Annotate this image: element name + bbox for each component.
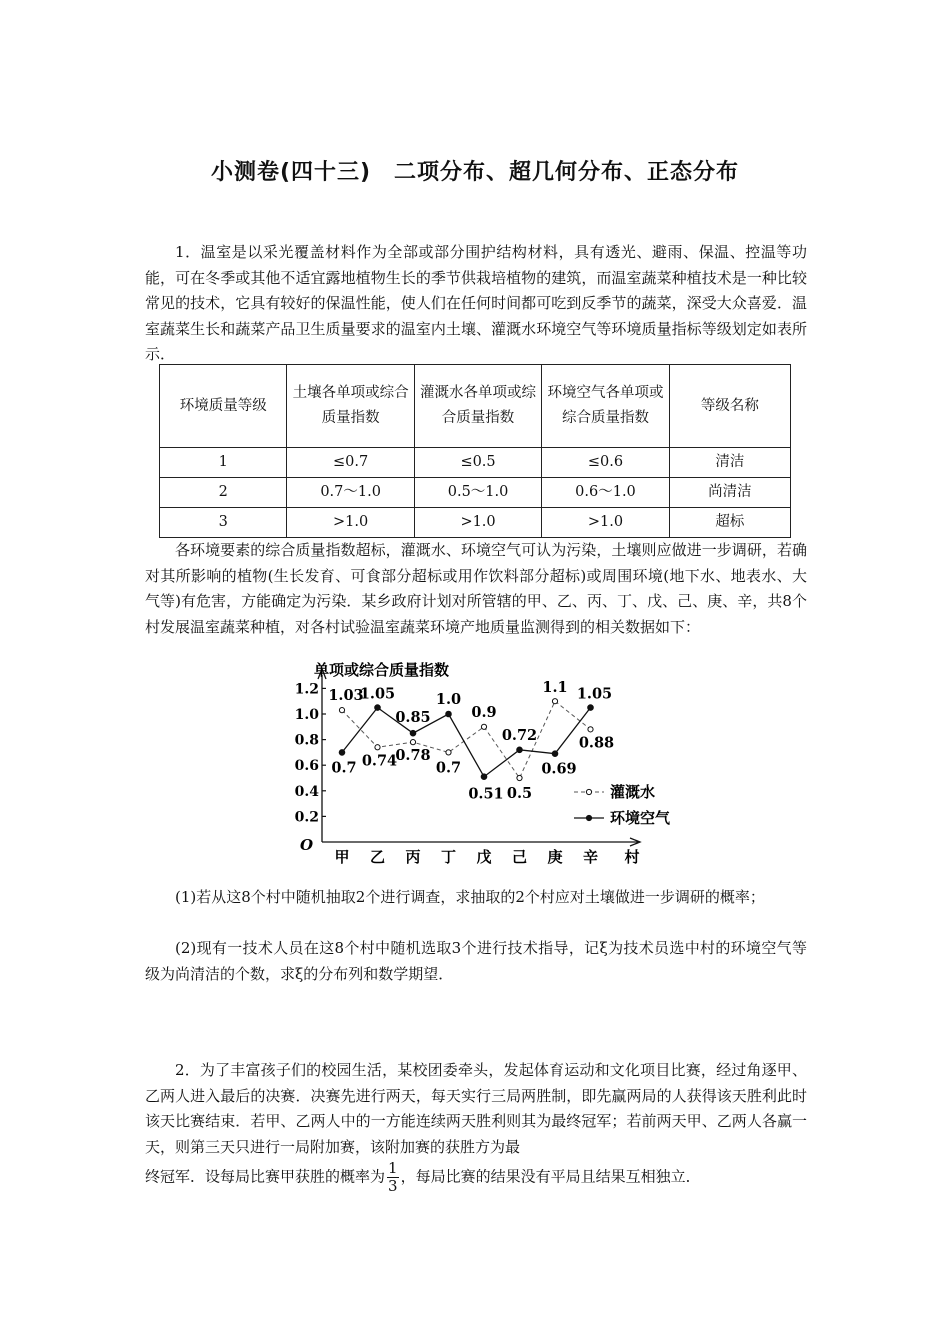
irrigation-water-value-label: 1.03 xyxy=(328,687,364,705)
ambient-air-value-label: 0.51 xyxy=(468,785,504,803)
y-tick-label: 0.8 xyxy=(294,732,319,749)
ambient-air-value-label: 0.7 xyxy=(331,759,357,777)
x-tick-label: 甲 xyxy=(334,848,350,866)
legend-label: 灌溉水 xyxy=(610,783,656,801)
ambient-air-point xyxy=(552,751,558,757)
irrigation-water-value-label: 0.7 xyxy=(435,759,462,777)
table-cell: 0.7～1.0 xyxy=(287,478,414,508)
ambient-air-point xyxy=(410,730,416,736)
table-header-cell: 等级名称 xyxy=(669,365,790,448)
table-cell: 清洁 xyxy=(669,448,790,478)
x-axis-label: 村 xyxy=(624,848,640,866)
ambient-air-point xyxy=(339,750,345,756)
fraction-numerator: 1 xyxy=(388,1159,398,1177)
irrigation-water-point xyxy=(517,775,522,780)
ambient-air-point xyxy=(517,747,523,753)
question-1-body: 各环境要素的综合质量指数超标，灌溉水、环境空气可认为污染，土壤则应做进一步调研，若确对其所影响的植物(生长发育、可食部分超标或用作饮料部分超标)或周围环境(地下水、地表水、大气等)有危害，方能确定为污染．某乡政府计划对所管辖的甲、乙、丙、丁、戊、己、庚、辛，共8个村发展温室蔬菜种植，对各村试验温室蔬菜环境产地质量监测得到的相关数据如下： xyxy=(145,541,807,636)
irrigation-water-point xyxy=(481,724,486,729)
y-tick-label: 0.4 xyxy=(294,783,319,800)
x-tick-label: 乙 xyxy=(369,848,386,866)
table-cell: 0.5～1.0 xyxy=(414,478,541,508)
question-2-intro: 2．为了丰富孩子们的校园生活，某校团委牵头，发起体育运动和文化项目比赛，经过角逐甲、乙两人进入最后的决赛．决赛先进行两天，每天实行三局两胜制，即先赢两局的人获得该天胜利此时该天比赛结束．若甲、乙两人中的一方能连续两天胜利则其为最终冠军；若前两天甲、乙两人各赢一天，则第三天只进行一局附加赛，该附加赛的获胜方为最 xyxy=(145,1061,807,1156)
table-cell: 3 xyxy=(160,508,287,538)
legend-marker xyxy=(586,789,591,794)
irrigation-water-value-label: 0.88 xyxy=(578,734,615,752)
question-2-text-b: ，每局比赛的结果没有平局且结果互相独立． xyxy=(400,1167,701,1186)
table-cell: ≤0.7 xyxy=(287,448,414,478)
x-tick-label: 己 xyxy=(511,848,528,866)
table-row xyxy=(160,448,791,478)
ambient-air-value-label: 1.0 xyxy=(435,691,462,708)
legend-label: 环境空气 xyxy=(610,809,671,827)
table-cell: 1 xyxy=(160,448,287,478)
ambient-air-value-label: 0.69 xyxy=(541,760,577,778)
ambient-air-point xyxy=(375,705,381,711)
irrigation-water-value-label: 0.74 xyxy=(361,752,398,770)
table-cell: >1.0 xyxy=(287,508,414,538)
ambient-air-point xyxy=(481,774,487,780)
question-1-intro: 1．温室是以采光覆盖材料作为全部或部分围护结构材料，具有透光、避雨、保温、控温等功能，可在冬季或其他不适宜露地植物生长的季节供栽培植物的建筑，而温室蔬菜种植技术是一种比较常见的技术，它具有较好的保温性能，使人们在任何时间都可吃到反季节的蔬菜，深受大众喜爱．温室蔬菜生长和蔬菜产品卫生质量要求的温室内土壤、灌溉水环境空气等环境质量指标等级划定如表所示． xyxy=(145,243,807,363)
y-tick-label: 0.6 xyxy=(294,758,319,775)
environment-quality-table xyxy=(159,364,791,538)
table-cell: 尚清洁 xyxy=(669,478,790,508)
probability-fraction xyxy=(387,1160,399,1195)
ambient-air-point xyxy=(446,711,452,717)
table-header-cell: 环境质量等级 xyxy=(160,365,287,448)
ambient-air-value-label: 0.72 xyxy=(501,726,538,744)
fraction-denominator: 3 xyxy=(388,1177,398,1195)
ambient-air-value-label: 1.05 xyxy=(359,685,396,703)
ambient-air-point xyxy=(588,705,594,711)
irrigation-water-point xyxy=(552,699,557,704)
table-header-cell: 灌溉水各单项或综合质量指数 xyxy=(414,365,541,448)
question-1-part-2: (2)现有一技术人员在这8个村中随机选取3个进行技术指导，记ξ为技术员选中村的环境空气等级为尚清洁的个数，求ξ的分布列和数学期望． xyxy=(145,939,807,983)
question-2-probability-line xyxy=(145,1160,807,1195)
table-cell: ≤0.6 xyxy=(542,448,669,478)
origin-label: O xyxy=(300,836,314,854)
table-cell: ≤0.5 xyxy=(414,448,541,478)
question-1-part-1: (1)若从这8个村中随机抽取2个进行调查，求抽取的2个村应对土壤做进一步调研的概率； xyxy=(175,888,765,906)
irrigation-water-value-label: 0.9 xyxy=(471,703,497,721)
x-tick-label: 戊 xyxy=(476,848,492,866)
irrigation-water-value-label: 0.78 xyxy=(395,747,431,765)
table-cell: >1.0 xyxy=(542,508,669,538)
y-tick-label: 1.0 xyxy=(294,707,319,723)
table-row xyxy=(160,508,791,538)
irrigation-water-point xyxy=(446,750,451,755)
ambient-air-value-label: 0.85 xyxy=(395,709,431,727)
table-cell: 超标 xyxy=(669,508,790,538)
irrigation-water-point xyxy=(588,727,593,732)
y-axis-label: 单项或综合质量指数 xyxy=(314,661,450,679)
chart-legend xyxy=(574,783,671,827)
table-cell: 2 xyxy=(160,478,287,508)
irrigation-water-value-label: 1.1 xyxy=(542,679,568,697)
y-tick-label: 0.2 xyxy=(294,809,319,826)
table-row xyxy=(160,478,791,508)
x-tick-label: 庚 xyxy=(547,848,563,866)
irrigation-water-value-label: 0.5 xyxy=(506,785,533,802)
question-2-text-a: 终冠军．设每局比赛甲获胜的概率为 xyxy=(145,1167,386,1186)
irrigation-water-point xyxy=(410,740,415,745)
ambient-air-value-label: 1.05 xyxy=(576,685,613,703)
quality-index-line-chart xyxy=(290,655,710,870)
irrigation-water-point xyxy=(375,745,380,750)
x-tick-label: 丙 xyxy=(405,848,421,866)
table-header-row xyxy=(160,365,791,448)
x-tick-label: 丁 xyxy=(440,848,457,866)
x-tick-label: 辛 xyxy=(582,848,599,866)
table-cell: 0.6～1.0 xyxy=(542,478,669,508)
irrigation-water-point xyxy=(339,708,344,713)
table-header-cell: 土壤各单项或综合质量指数 xyxy=(287,365,414,448)
legend-marker xyxy=(586,815,591,820)
table-cell: >1.0 xyxy=(414,508,541,538)
page-title: 小测卷(四十三) 二项分布、超几何分布、正态分布 xyxy=(210,160,740,185)
table-header-cell: 环境空气各单项或综合质量指数 xyxy=(542,365,669,448)
y-tick-label: 1.2 xyxy=(294,681,319,698)
